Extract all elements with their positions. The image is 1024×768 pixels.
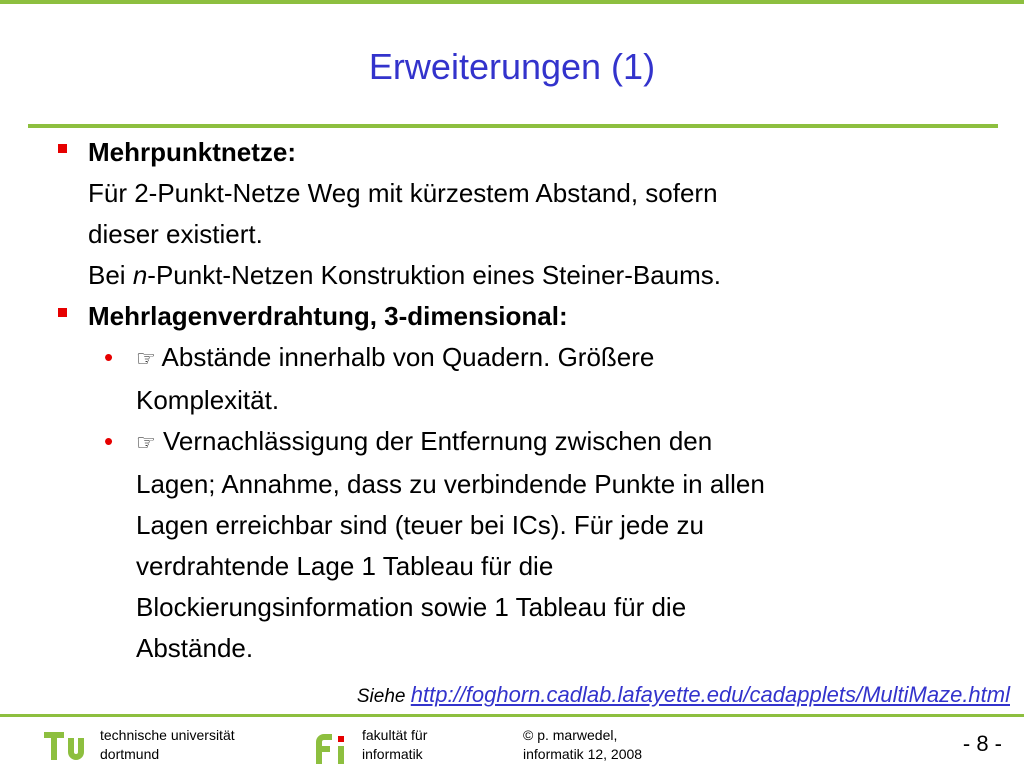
top-accent-line — [0, 0, 1024, 4]
bullet-heading: Mehrpunktnetze: — [88, 137, 296, 167]
bullet-item-mehrpunktnetze — [54, 132, 1004, 296]
text-line: ☞ Abstände innerhalb von Quadern. Größere — [136, 342, 655, 372]
text-line: Für 2-Punkt-Netze Weg mit kürzestem Abstand, sofern — [88, 178, 718, 208]
pointing-hand-icon: ☞ — [136, 431, 156, 456]
bullet-item-mehrlagen — [54, 296, 1004, 337]
text-line: Bei n-Punkt-Netzen Konstruktion eines Steiner-Baums. — [88, 260, 721, 290]
slide-body — [54, 132, 1004, 669]
slide-title: Erweiterungen (1) — [368, 46, 656, 87]
tu-logo-icon — [44, 732, 90, 762]
text-line: Lagen; Annahme, dass zu verbindende Punkte in allen — [136, 469, 765, 499]
text-line: Abstände. — [136, 633, 254, 663]
text-line: Komplexität. — [136, 385, 280, 415]
sub-bullet-item — [54, 421, 1004, 669]
reference-line — [357, 682, 1010, 708]
reference-link[interactable]: http://foghorn.cadlab.lafayette.edu/cadapplets/MultiMaze.html — [410, 682, 1010, 707]
page-number: - 8 - — [962, 731, 1002, 756]
footer-divider — [0, 714, 1024, 717]
university-name: technische universität dortmund — [100, 727, 235, 762]
dot-bullet-icon: • — [104, 426, 114, 456]
sub-bullet-item — [54, 337, 1004, 421]
dot-bullet-icon: • — [104, 342, 114, 372]
text-line: dieser existiert. — [88, 219, 263, 249]
text-line: ☞ Vernachlässigung der Entfernung zwischen den — [136, 426, 713, 456]
reference-prefix: Siehe — [356, 686, 406, 707]
text-line: Lagen erreichbar sind (teuer bei ICs). Für jede zu — [136, 510, 704, 540]
fi-logo-icon — [312, 732, 352, 764]
text-line: verdrahtende Lage 1 Tableau für die — [136, 551, 554, 581]
faculty-name: fakultät für informatik — [362, 727, 428, 762]
square-bullet-icon — [58, 144, 67, 153]
copyright: © p. marwedel, informatik 12, 2008 — [523, 727, 643, 762]
square-bullet-icon — [58, 308, 67, 317]
title-divider — [28, 124, 998, 128]
pointing-hand-icon: ☞ — [136, 347, 156, 372]
footer — [0, 726, 1024, 768]
variable-n: n — [132, 260, 148, 290]
bullet-heading: Mehrlagenverdrahtung, 3-dimensional: — [88, 301, 568, 331]
text-line: Blockierungsinformation sowie 1 Tableau für die — [136, 592, 687, 622]
